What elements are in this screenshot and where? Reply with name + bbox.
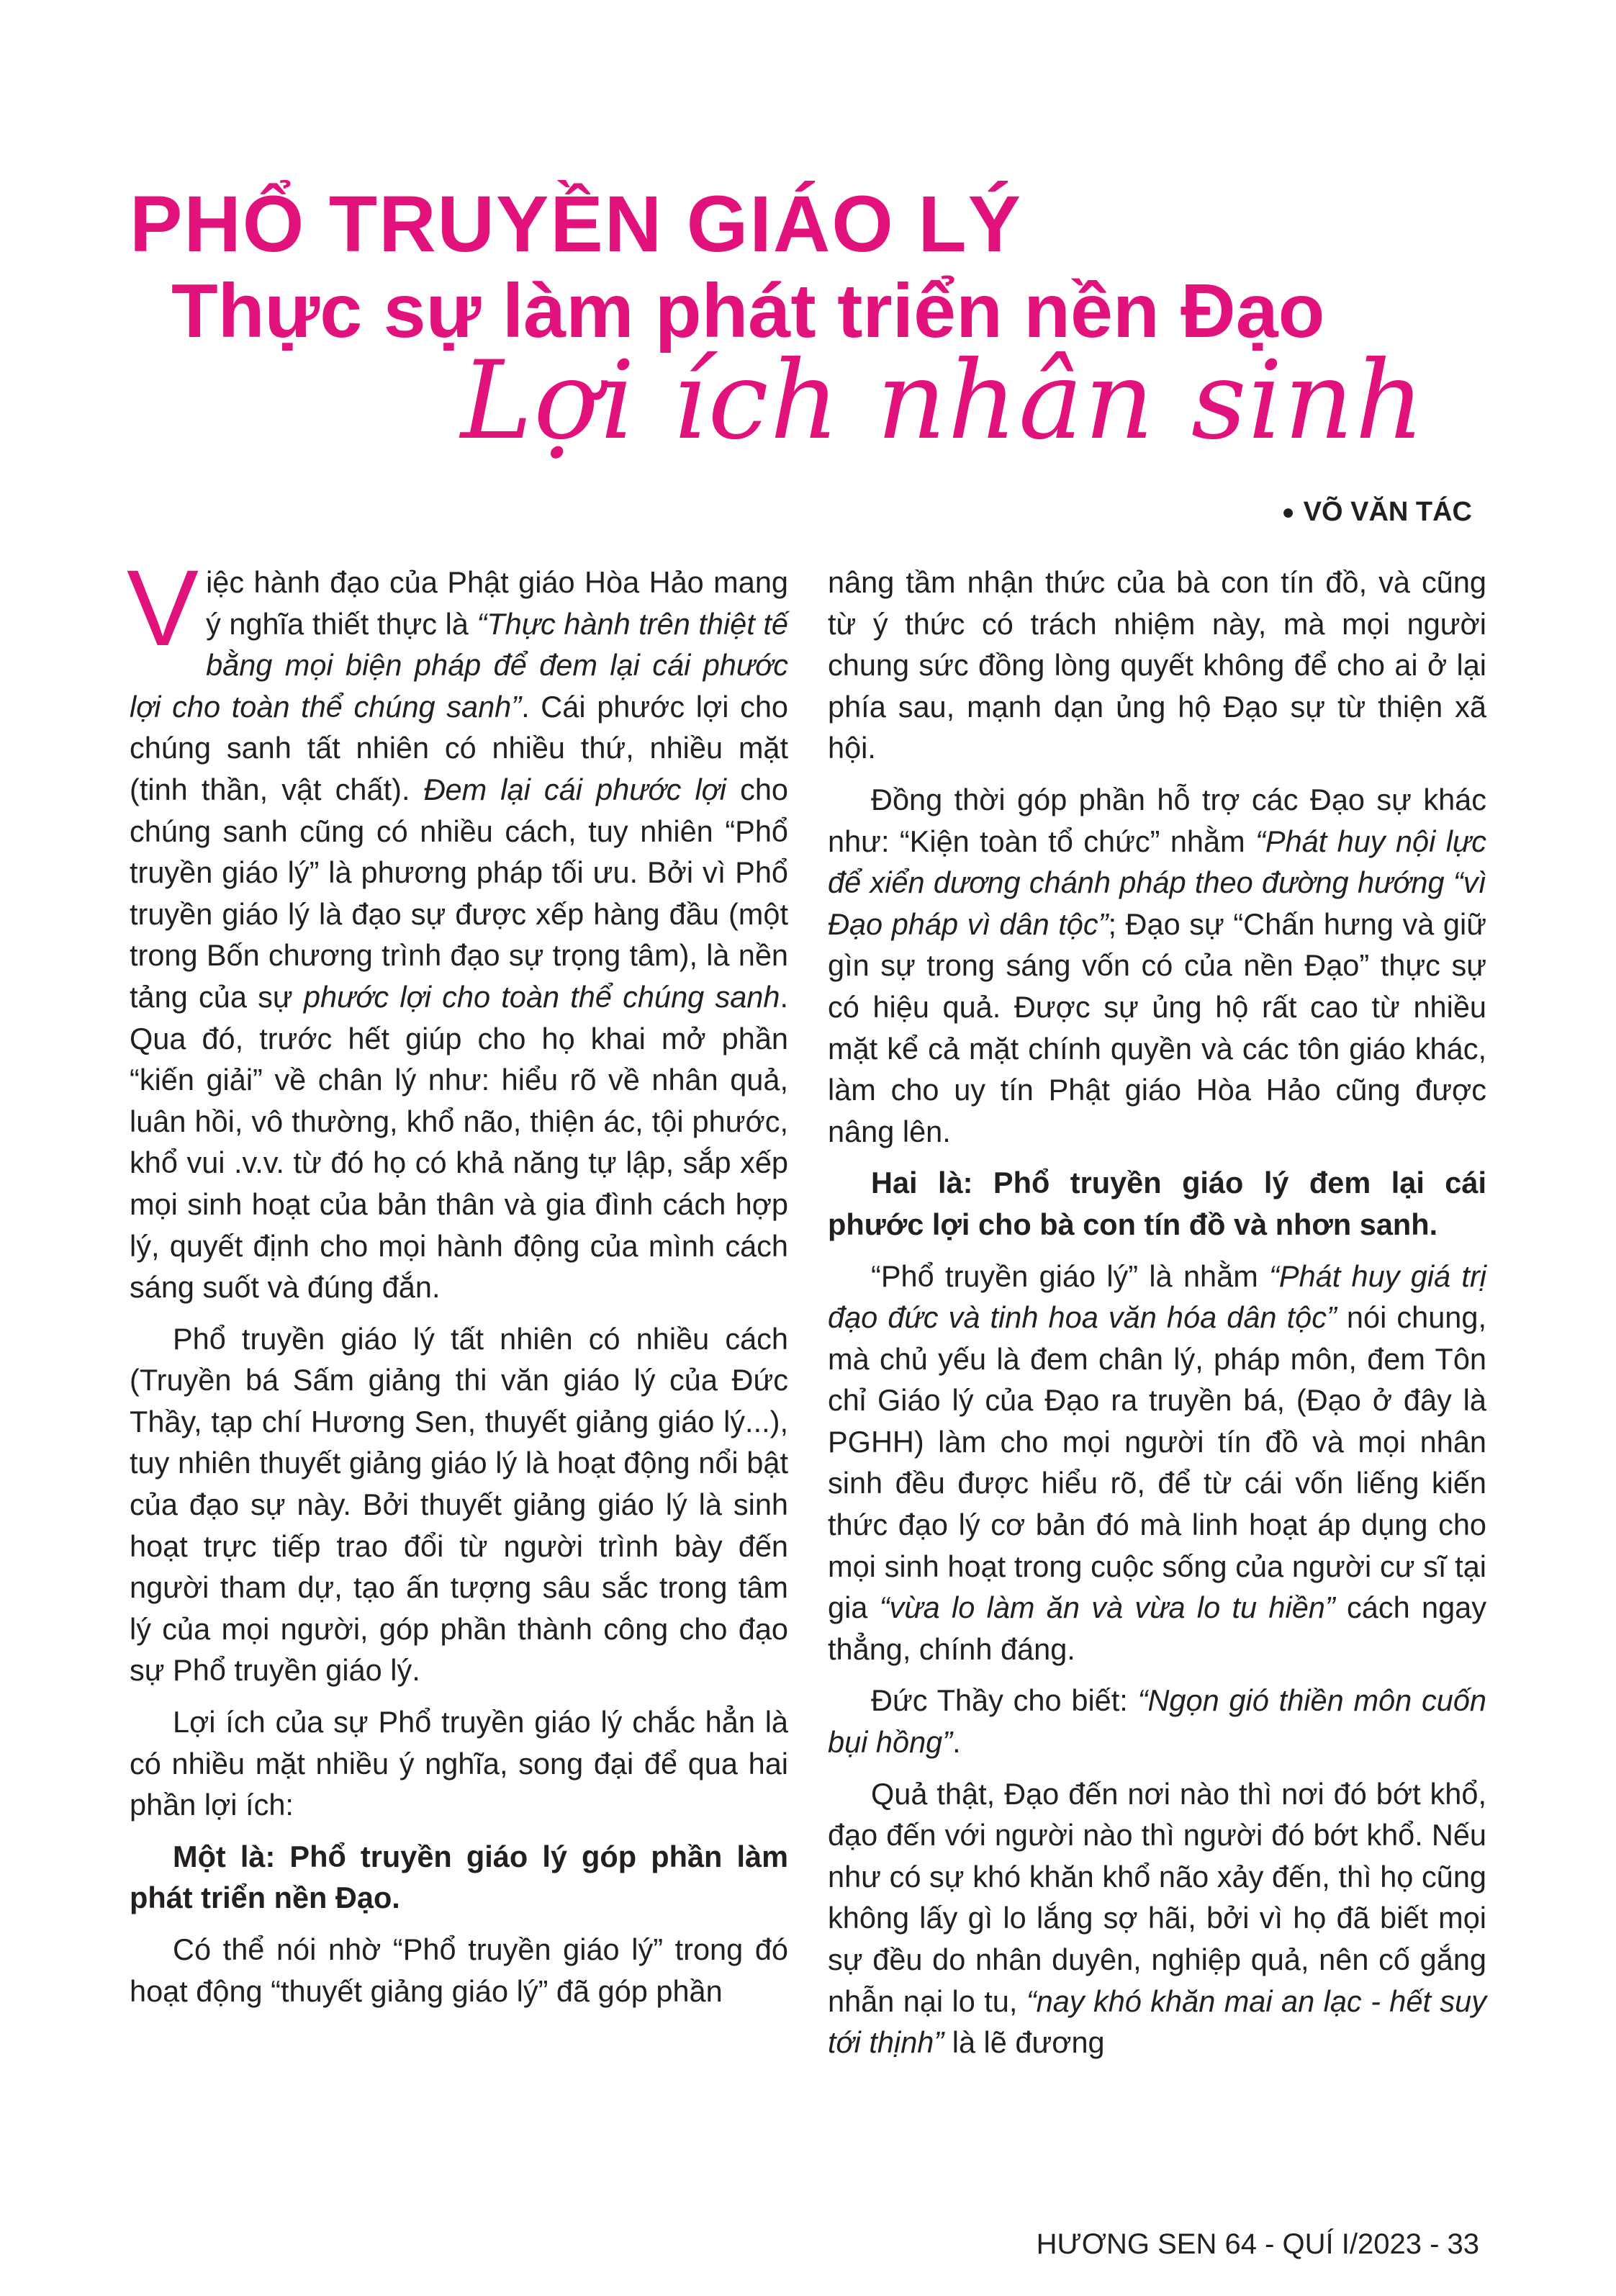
text-run: nói chung, mà chủ yếu là đem chân lý, pháp môn, đem Tôn chỉ Giáo lý của Đạo ra truyền bá, (Đạo ở đây là PGHH) làm cho mọi người tín đồ và mọi nhân sinh đều được hiểu rõ, để từ cái vốn liếng kiến thức đạo lý cơ bản đó mà linh hoạt áp dụng cho mọi sinh hoạt trong cuộc sống của người cư sĩ tại gia	[828, 1300, 1486, 1625]
right-paragraph-5	[828, 1773, 1486, 2063]
italic-quote: “Ngọn gió thiền môn cuốn bụi hồng”	[828, 1683, 1487, 1760]
text-run: .	[952, 1725, 961, 1760]
left-paragraph-4: Có thể nói nhờ “Phổ truyền giáo lý” trong đó hoạt động “thuyết giảng giáo lý” đã góp phần	[130, 1932, 788, 2008]
italic-quote: “Phát huy nội lực để xiển dương chánh pháp theo đường hướng “vì Đạo pháp vì dân tộc”	[828, 824, 1486, 941]
title-line-2: Thực sự làm phát triển nền Đạo	[171, 269, 1325, 354]
italic-quote: “nay khó khăn mai an lạc - hết suy tới thịnh”	[828, 1984, 1486, 2060]
author-name: VÕ VĂN TÁC	[1303, 497, 1472, 527]
left-paragraph-1	[127, 547, 788, 1308]
text-run: iệc hành đạo của Phật giáo Hòa Hảo mang ý nghĩa thiết thực là	[206, 565, 788, 641]
text-run: là lẽ đương	[944, 2025, 1105, 2060]
byline	[1282, 497, 1472, 528]
italic-quote: “Phát huy giá trị đạo đức và tinh hoa văn hóa dân tộc”	[828, 1259, 1486, 1335]
right-paragraph-1: nâng tầm nhận thức của bà con tín đồ, và cũng từ ý thức có trách nhiệm này, mà mọi người chung sức đồng lòng quyết không để cho ai ở lại phía sau, mạnh dạn ủng hộ Đạo sự từ thiện xã hội.	[828, 565, 1486, 765]
drop-cap: V	[127, 547, 199, 668]
title-line-1: PHỔ TRUYỀN GIÁO LÝ	[130, 180, 1022, 269]
right-paragraph-3	[828, 1256, 1486, 1670]
right-paragraph-4	[828, 1680, 1486, 1762]
text-run: “Phổ truyền giáo lý” là nhằm	[871, 1259, 1270, 1293]
bullet-icon: ●	[1281, 500, 1295, 524]
text-run: . Qua đó, trước hết giúp cho họ khai mở phần “kiến giải” về chân lý như: hiểu rõ về nhân quả, luân hồi, vô thường, khổ não, thiện ác, tội phước, khổ vui .v.v. từ đó họ có khả năng tự lập, sắp xếp mọi sinh hoạt của bản thân và gia đình cách hợp lý, quyết định cho mọi hành động của mình cách sáng suốt và đúng đắn.	[130, 979, 788, 1305]
text-run: Quả thật, Đạo đến nơi nào thì nơi đó bớt khổ, đạo đến với người nào thì người đó bớt khổ. Nếu như có sự khó khăn khổ não xảy đến, thì họ cũng không lấy gì lo lắng sợ hãi, bởi vì họ đã biết mọi sự đều do nhân duyên, nghiệp quả, nên cố gắng nhẫn nại lo tu,	[828, 1776, 1486, 2018]
text-run: ; Đạo sự “Chấn hưng và giữ gìn sự trong sáng vốn có của nền Đạo” thực sự có hiệu quả. Được sự ủng hộ rất cao từ nhiều mặt kể cả mặt chính quyền và các tôn giáo khác, làm cho uy tín Phật giáo Hòa Hảo cũng được nâng lên.	[828, 906, 1487, 1148]
text-run: Đồng thời góp phần hỗ trợ các Đạo sự khác như: “Kiện toàn tổ chức” nhằm	[828, 782, 1486, 858]
text-run: . Cái phước lợi cho chúng sanh tất nhiên có nhiều thứ, nhiều mặt (tinh thần, vật chất).	[130, 689, 788, 806]
title-line-3: Lợi ích nhân sinh	[461, 338, 1426, 464]
right-column	[828, 562, 1486, 2074]
italic-quote: “vừa lo làm ăn và vừa lo tu hiền”	[879, 1590, 1335, 1625]
right-paragraph-2	[828, 779, 1486, 1152]
text-run: cách ngay thẳng, chính đáng.	[828, 1590, 1486, 1666]
text-run: Đức Thầy cho biết:	[871, 1683, 1138, 1718]
italic-run: Đem lại cái phước lợi	[423, 772, 726, 806]
text-run: cho chúng sanh cũng có nhiều cách, tuy nhiên “Phổ truyền giáo lý” là phương pháp tối ưu. Bởi vì Phổ truyền giáo lý là đạo sự được xếp hàng đầu (một trong Bốn chương trình đạo sự trọng tâm), là nền tảng của sự	[130, 772, 788, 1014]
section-heading-2: Hai là: Phổ truyền giáo lý đem lại cái phước lợi cho bà con tín đồ và nhơn sanh.	[828, 1166, 1486, 1241]
page-footer: HƯƠNG SEN 64 - QUÍ I/2023 - 33	[1036, 2228, 1479, 2260]
left-column	[127, 547, 788, 2022]
italic-quote: “Thực hành trên thiệt tế bằng mọi biện pháp để đem lại cái phước lợi cho toàn thể chúng sanh”	[130, 606, 788, 724]
italic-run: phước lợi cho toàn thể chúng sanh	[303, 979, 780, 1014]
left-paragraph-2: Phổ truyền giáo lý tất nhiên có nhiều cách (Truyền bá Sấm giảng thi văn giáo lý của Đức Thầy, tạp chí Hương Sen, thuyết giảng giáo lý...), tuy nhiên thuyết giảng giáo lý là hoạt động nổi bật của đạo sự này. Bởi thuyết giảng giáo lý là sinh hoạt trực tiếp trao đổi từ người trình bày đến người tham dự, tạo ấn tượng sâu sắc trong tâm lý của mọi người, góp phần thành công cho đạo sự Phổ truyền giáo lý.	[130, 1321, 788, 1688]
section-heading-1: Một là: Phổ truyền giáo lý góp phần làm phát triển nền Đạo.	[130, 1839, 788, 1915]
left-paragraph-3: Lợi ích của sự Phổ truyền giáo lý chắc hẳn là có nhiều mặt nhiều ý nghĩa, song đại để qua hai phần lợi ích:	[130, 1705, 788, 1822]
